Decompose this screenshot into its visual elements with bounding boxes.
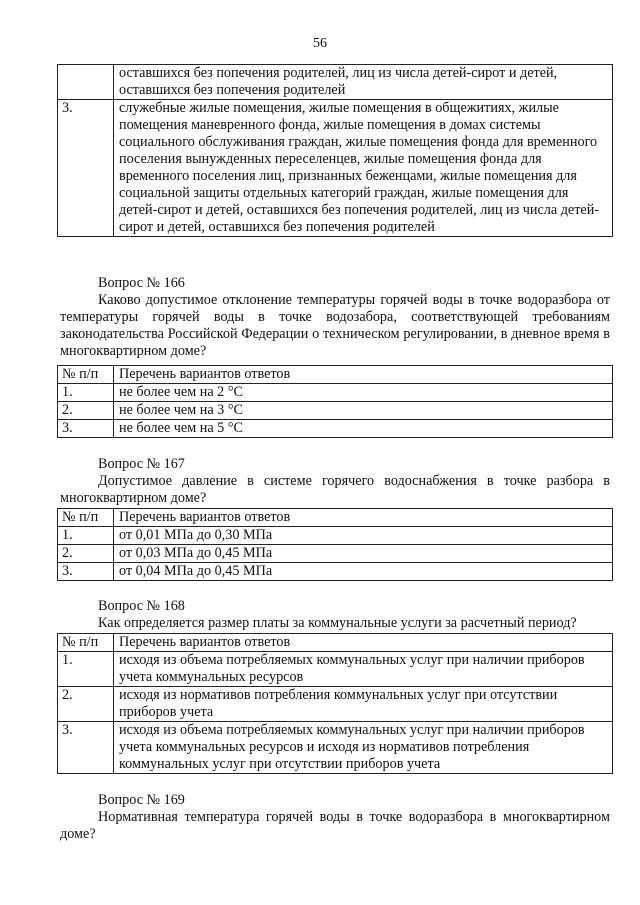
question-title: Вопрос № 169 xyxy=(98,792,185,808)
answer-text: от 0,01 МПа до 0,30 МПа xyxy=(114,527,613,545)
answer-number: 1. xyxy=(58,652,114,687)
table-row xyxy=(58,687,613,722)
table-header-row xyxy=(58,634,613,652)
answer-number xyxy=(58,65,114,100)
answer-text: не более чем на 2 °С xyxy=(114,384,613,402)
answer-text: исходя из нормативов потребления коммунальных услуг при отсутствии приборов учета xyxy=(114,687,613,722)
answer-text: служебные жилые помещения, жилые помещения в общежитиях, жилые помещения маневренного фонда, жилые помещения в домах системы социального обслуживания граждан, жилые помещения фонда для временного поселения вынужденных переселенцев, жилые помещения фонда для временного поселения лиц, признанных беженцами, жилые помещения для социальной защиты отдельных категорий граждан, жилые помещения для детей-сирот и детей, оставшихся без попечения родителей, лиц из числа детей-сирот и детей, оставшихся без попечения родителей xyxy=(114,100,613,237)
answer-text: исходя из объема потребляемых коммунальных услуг при наличии приборов учета коммунальных ресурсов и исходя из нормативов потребления коммунальных услуг при отсутствии приборов учета xyxy=(114,722,613,774)
answer-number: 3. xyxy=(58,100,114,237)
answer-number: 2. xyxy=(58,687,114,722)
answers-table-167 xyxy=(57,508,613,581)
column-header-number: № п/п xyxy=(58,509,114,527)
question-text: Допустимое давление в системе горячего водоснабжения в точке разбора в многоквартирном доме? xyxy=(60,473,610,506)
column-header-number: № п/п xyxy=(58,366,114,384)
table-row xyxy=(58,545,613,563)
table-row xyxy=(58,652,613,687)
answers-table-168 xyxy=(57,633,613,774)
question-title: Вопрос № 167 xyxy=(98,456,185,472)
table-row xyxy=(58,563,613,581)
answer-text: от 0,03 МПа до 0,45 МПа xyxy=(114,545,613,563)
table-row xyxy=(58,402,613,420)
column-header-answers: Перечень вариантов ответов xyxy=(114,634,613,652)
answer-text: от 0,04 МПа до 0,45 МПа xyxy=(114,563,613,581)
table-header-row xyxy=(58,509,613,527)
answer-number: 2. xyxy=(58,402,114,420)
question-text: Как определяется размер платы за коммунальные услуги за расчетный период? xyxy=(98,615,577,631)
answer-number: 1. xyxy=(58,384,114,402)
column-header-answers: Перечень вариантов ответов xyxy=(114,509,613,527)
question-title: Вопрос № 166 xyxy=(98,275,185,291)
table-row xyxy=(58,65,613,100)
answer-number: 1. xyxy=(58,527,114,545)
question-title: Вопрос № 168 xyxy=(98,598,185,614)
question-166 xyxy=(60,275,610,360)
answer-text: не более чем на 5 °С xyxy=(114,420,613,438)
page-number: 56 xyxy=(313,36,327,51)
answer-number: 3. xyxy=(58,420,114,438)
question-169 xyxy=(60,792,610,843)
table-row xyxy=(58,527,613,545)
question-text: Каково допустимое отклонение температуры горячей воды в точке водоразбора от температуры горячей воды в точке водозабора, соответствующей требованиям законодательства Российской Федерации о техническом регулировании, в дневное время в многоквартирном доме? xyxy=(60,292,610,359)
continued-answers-table xyxy=(57,64,613,237)
question-167 xyxy=(60,456,610,507)
answer-number: 2. xyxy=(58,545,114,563)
answer-number: 3. xyxy=(58,722,114,774)
table-header-row xyxy=(58,366,613,384)
table-row xyxy=(58,420,613,438)
answer-number: 3. xyxy=(58,563,114,581)
answer-text: не более чем на 3 °С xyxy=(114,402,613,420)
column-header-number: № п/п xyxy=(58,634,114,652)
answer-text: оставшихся без попечения родителей, лиц из числа детей-сирот и детей, оставшихся без попечения родителей xyxy=(114,65,613,100)
table-row xyxy=(58,722,613,774)
table-row xyxy=(58,100,613,237)
column-header-answers: Перечень вариантов ответов xyxy=(114,366,613,384)
answers-table-166 xyxy=(57,365,613,438)
question-text: Нормативная температура горячей воды в точке водоразбора в многоквартирном доме? xyxy=(60,809,610,842)
question-168 xyxy=(60,598,610,632)
table-row xyxy=(58,384,613,402)
answer-text: исходя из объема потребляемых коммунальных услуг при наличии приборов учета коммунальных ресурсов xyxy=(114,652,613,687)
